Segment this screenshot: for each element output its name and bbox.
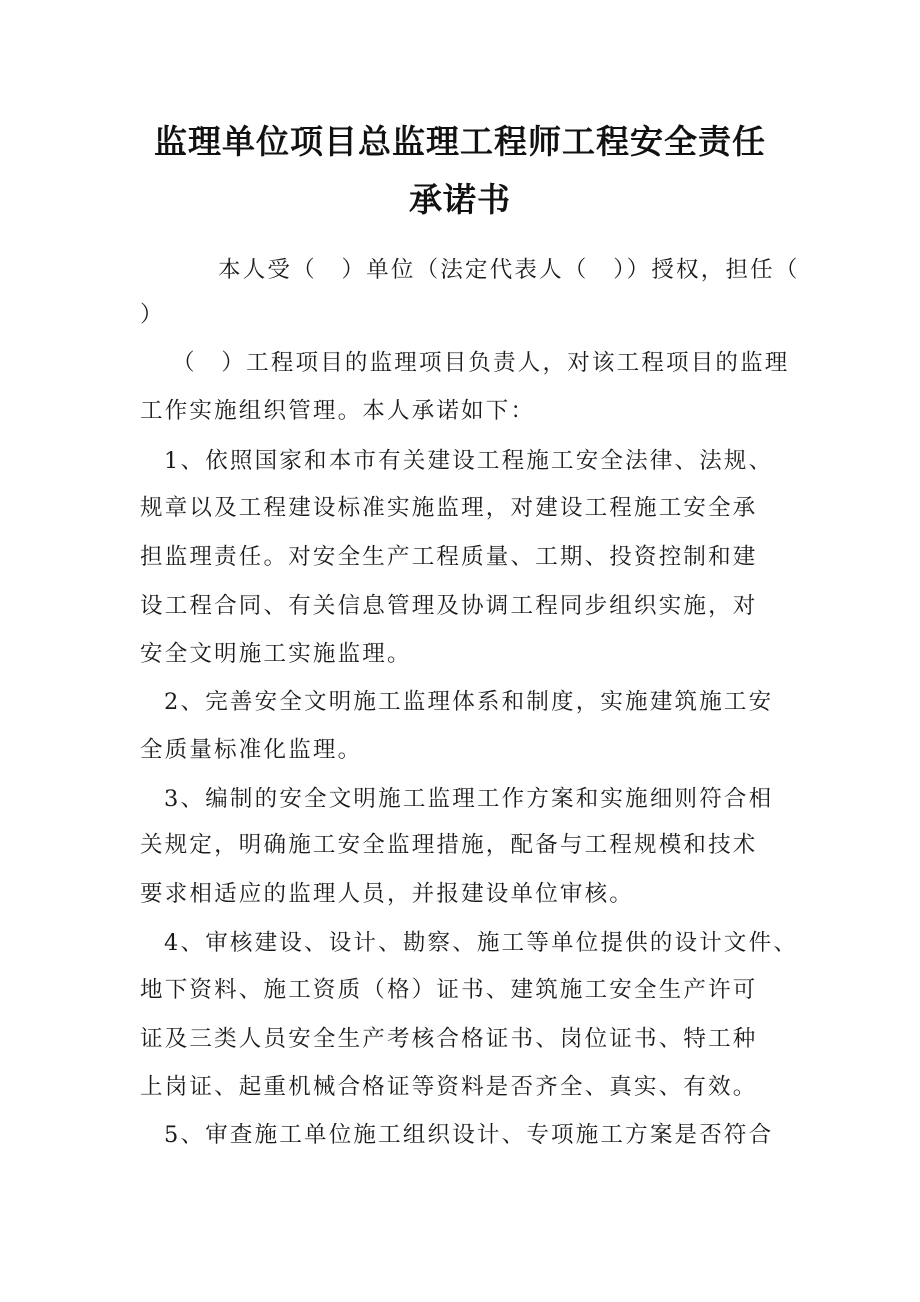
body-line-3: （ ）工程项目的监理项目负责人，对该工程项目的监理 <box>172 350 790 376</box>
body-line-18: 上岗证、起重机械合格证等资料是否齐全、真实、有效。 <box>140 1074 758 1100</box>
body-line-13: 关规定，明确施工安全监理措施，配备与工程规模和技术 <box>140 832 758 858</box>
body-line-9: 安全文明施工实施监理。 <box>140 641 412 667</box>
body-line-11: 全质量标准化监理。 <box>140 737 363 763</box>
body-line-5: 1、依照国家和本市有关建设工程施工安全法律、法规、 <box>164 448 774 474</box>
body-line-10: 2、完善安全文明施工监理体系和制度，实施建筑施工安 <box>164 689 774 715</box>
body-line-12: 3、编制的安全文明施工监理工作方案和实施细则符合相 <box>164 786 774 812</box>
body-line-4: 工作实施组织管理。本人承诺如下： <box>140 398 536 424</box>
body-line-16: 地下资料、施工资质（格）证书、建筑施工安全生产许可 <box>140 977 758 1003</box>
body-line-14: 要求相适应的监理人员，并报建设单位审核。 <box>140 881 635 907</box>
body-line-1: 本人受（ ）单位（法定代表人（ ））授权，担任（ <box>218 257 800 283</box>
body-line-2: ） <box>140 302 165 328</box>
body-line-8: 设工程合同、有关信息管理及协调工程同步组织实施，对 <box>140 593 758 619</box>
body-line-7: 担监理责任。对安全生产工程质量、工期、投资控制和建 <box>140 544 758 570</box>
document-title-line-2: 承诺书 <box>409 180 511 219</box>
body-line-6: 规章以及工程建设标准实施监理，对建设工程施工安全承 <box>140 495 758 521</box>
body-line-15: 4、审核建设、设计、勘察、施工等单位提供的设计文件、 <box>164 930 799 956</box>
document-title-line-1: 监理单位项目总监理工程师工程安全责任 <box>154 122 766 161</box>
body-line-17: 证及三类人员安全生产考核合格证书、岗位证书、特工种 <box>140 1026 758 1052</box>
body-line-19: 5、审查施工单位施工组织设计、专项施工方案是否符合 <box>164 1122 774 1148</box>
